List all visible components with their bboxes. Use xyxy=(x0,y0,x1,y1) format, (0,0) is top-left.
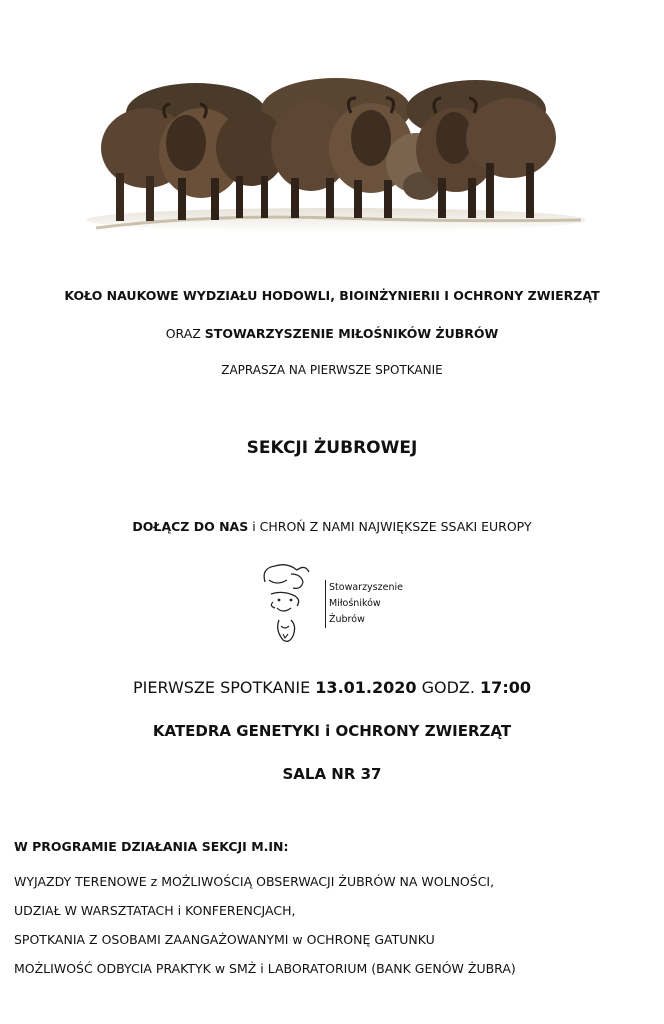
association-logo xyxy=(257,560,417,646)
program-title: W PROGRAMIE DZIAŁANIA SEKCJI M.IN: xyxy=(14,839,289,854)
organizer-line: KOŁO NAUKOWE WYDZIAŁU HODOWLI, BIOINŻYNIERII I OCHRONY ZWIERZĄT xyxy=(64,288,600,303)
partner-prefix: ORAZ xyxy=(165,326,205,341)
join-call: DOŁĄCZ DO NAS xyxy=(132,519,249,534)
join-rest: i CHROŃ Z NAMI NAJWIĘKSZE SSAKI EUROPY xyxy=(248,519,532,534)
section-title: SEKCJI ŻUBROWEJ xyxy=(246,438,418,458)
logo-line: Stowarzyszenie xyxy=(329,582,403,593)
program-item: SPOTKANIA Z OSOBAMI ZAANGAŻOWANYMI w OCHRONĘ GATUNKU xyxy=(14,932,435,947)
meeting-date: 13.01.2020 xyxy=(315,678,417,697)
program-item: WYJAZDY TERENOWE z MOŻLIWOŚCIĄ OBSERWACJI ŻUBRÓW NA WOLNOŚCI, xyxy=(14,874,495,889)
meeting-time-label: GODZ. xyxy=(416,678,481,697)
program-item: UDZIAŁ W WARSZTATACH i KONFERENCJACH, xyxy=(14,903,296,918)
logo-text xyxy=(325,580,403,628)
program-list xyxy=(14,873,516,989)
logo-line: Żubrów xyxy=(329,614,365,625)
partner-line xyxy=(0,326,664,341)
bison-head-logo-icon xyxy=(257,560,323,646)
partner-org: STOWARZYSZENIE MIŁOŚNIKÓW ŻUBRÓW xyxy=(204,326,499,341)
bison-herd-photo xyxy=(86,68,586,238)
program-item: MOŻLIWOŚĆ ODBYCIA PRAKTYK w SMŻ i LABORATORIUM (BANK GENÓW ŻUBRA) xyxy=(14,961,516,976)
invitation-line: ZAPRASZA NA PIERWSZE SPOTKANIE xyxy=(221,363,443,377)
meeting-time: 17:00 xyxy=(480,678,531,697)
meeting-line xyxy=(0,678,664,697)
meeting-room: SALA NR 37 xyxy=(282,765,382,783)
join-line xyxy=(0,519,664,534)
meeting-place: KATEDRA GENETYKI i OCHRONY ZWIERZĄT xyxy=(152,722,512,740)
logo-line: Miłośników xyxy=(329,598,381,609)
meeting-label: PIERWSZE SPOTKANIE xyxy=(133,678,316,697)
